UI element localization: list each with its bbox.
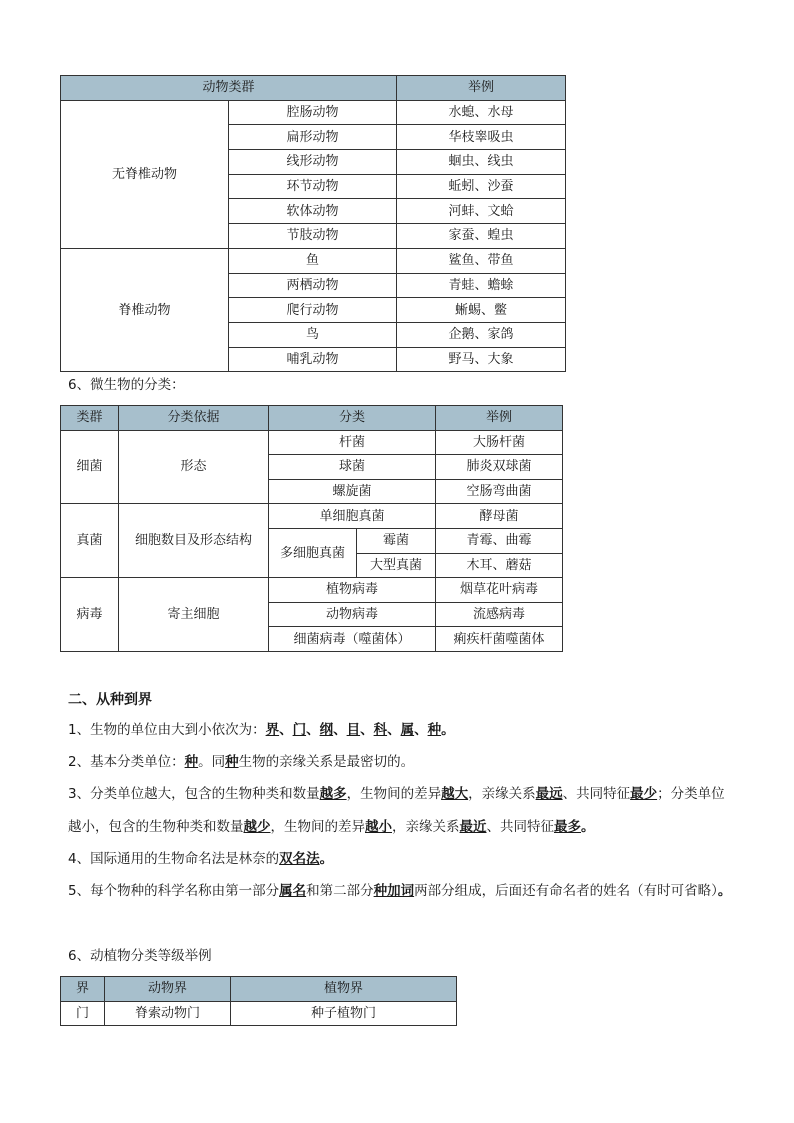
group-cell: 病毒 <box>61 578 119 652</box>
class-cell: 大型真菌 <box>357 553 436 578</box>
table-header: 植物界 <box>231 977 457 1002</box>
microorganism-classification-table <box>60 405 563 652</box>
class-cell: 多细胞真菌 <box>269 528 357 577</box>
subgroup-cell: 爬行动物 <box>229 298 397 323</box>
group-cell: 脊椎动物 <box>61 248 229 371</box>
example-cell: 蜥蜴、鳖 <box>397 298 566 323</box>
subgroup-cell: 扁形动物 <box>229 125 397 150</box>
example-cell: 青蛙、蟾蜍 <box>397 273 566 298</box>
subgroup-cell: 环节动物 <box>229 174 397 199</box>
class-cell: 球菌 <box>269 455 436 480</box>
class-cell: 细菌病毒（噬菌体） <box>269 627 436 652</box>
table-header: 分类 <box>269 406 436 431</box>
example-cell: 水螅、水母 <box>397 100 566 125</box>
plant-rank-cell: 种子植物门 <box>231 1001 457 1026</box>
class-cell: 霉菌 <box>357 528 436 553</box>
basis-cell: 寄主细胞 <box>119 578 269 652</box>
table-header: 动物类群 <box>61 76 397 101</box>
basis-cell: 细胞数目及形态结构 <box>119 504 269 578</box>
paragraph-4: 4、国际通用的生物命名法是林奈的双名法。 <box>68 851 334 867</box>
example-cell: 肺炎双球菌 <box>436 455 563 480</box>
example-cell: 企鹅、家鸽 <box>397 322 566 347</box>
group-cell: 真菌 <box>61 504 119 578</box>
example-cell: 华枝睾吸虫 <box>397 125 566 150</box>
table-header: 举例 <box>436 406 563 431</box>
class-cell: 植物病毒 <box>269 578 436 603</box>
example-cell: 青霉、曲霉 <box>436 528 563 553</box>
class-cell: 单细胞真菌 <box>269 504 436 529</box>
animal-rank-cell: 脊索动物门 <box>105 1001 231 1026</box>
paragraph-3: 3、分类单位越大，包含的生物种类和数量越多，生物间的差异越大，亲缘关系最远、共同特征最少；分类单位越小，包含的生物种类和数量越少，生物间的差异越小，亲缘关系最近、共同特征最多。 <box>68 786 725 835</box>
table-header: 动物界 <box>105 977 231 1002</box>
example-cell: 鲨鱼、带鱼 <box>397 248 566 273</box>
class-cell: 杆菌 <box>269 430 436 455</box>
group-cell: 无脊椎动物 <box>61 100 229 248</box>
rank-cell: 门 <box>61 1001 105 1026</box>
example-cell: 家蚕、蝗虫 <box>397 224 566 249</box>
class-cell: 动物病毒 <box>269 602 436 627</box>
example-cell: 酵母菌 <box>436 504 563 529</box>
animal-classification-table <box>60 75 566 372</box>
table-header: 举例 <box>397 76 566 101</box>
subgroup-cell: 腔肠动物 <box>229 100 397 125</box>
subgroup-cell: 哺乳动物 <box>229 347 397 372</box>
subgroup-cell: 鱼 <box>229 248 397 273</box>
subgroup-cell: 鸟 <box>229 322 397 347</box>
example-cell: 野马、大象 <box>397 347 566 372</box>
paragraph-5: 5、每个物种的科学名称由第一部分属名和第二部分种加词两部分组成，后面还有命名者的姓名（有时可省略）。 <box>68 883 732 899</box>
table-header: 分类依据 <box>119 406 269 431</box>
class-cell: 螺旋菌 <box>269 479 436 504</box>
micro-caption: 6、微生物的分类： <box>68 377 185 393</box>
subgroup-cell: 线形动物 <box>229 150 397 175</box>
example-cell: 蛔虫、线虫 <box>397 150 566 175</box>
example-cell: 蚯蚓、沙蚕 <box>397 174 566 199</box>
paragraph-6: 6、动植物分类等级举例 <box>68 948 212 964</box>
rank-example-table <box>60 976 457 1026</box>
example-cell: 木耳、蘑菇 <box>436 553 563 578</box>
example-cell: 河蚌、文蛤 <box>397 199 566 224</box>
section-title: 二、从种到界 <box>68 692 152 708</box>
paragraph-1: 1、生物的单位由大到小依次为：界、门、纲、目、科、属、种。 <box>68 722 455 738</box>
table-header: 类群 <box>61 406 119 431</box>
example-cell: 痢疾杆菌噬菌体 <box>436 627 563 652</box>
subgroup-cell: 两栖动物 <box>229 273 397 298</box>
basis-cell: 形态 <box>119 430 269 504</box>
example-cell: 大肠杆菌 <box>436 430 563 455</box>
subgroup-cell: 节肢动物 <box>229 224 397 249</box>
subgroup-cell: 软体动物 <box>229 199 397 224</box>
table-header: 界 <box>61 977 105 1002</box>
example-cell: 流感病毒 <box>436 602 563 627</box>
example-cell: 空肠弯曲菌 <box>436 479 563 504</box>
group-cell: 细菌 <box>61 430 119 504</box>
paragraph-2: 2、基本分类单位：种。同种生物的亲缘关系是最密切的。 <box>68 754 415 770</box>
example-cell: 烟草花叶病毒 <box>436 578 563 603</box>
